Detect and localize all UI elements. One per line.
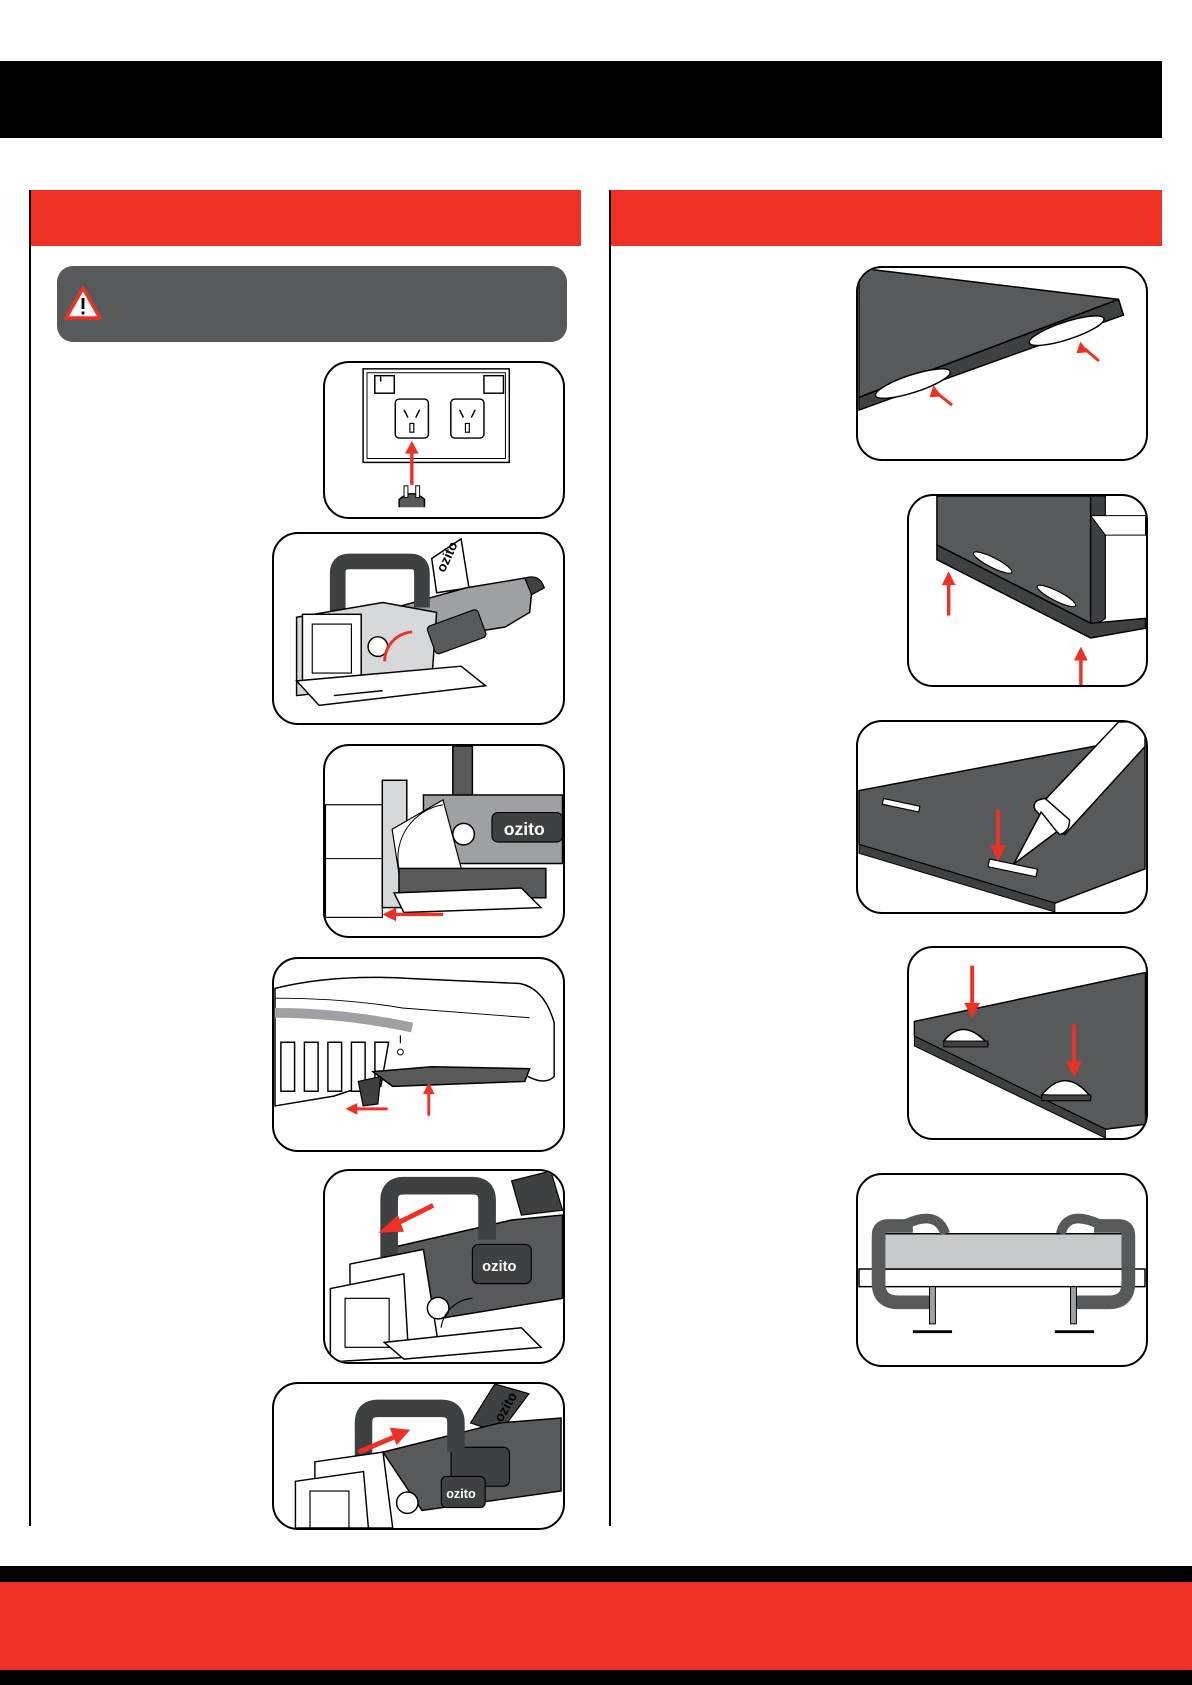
warning-box bbox=[57, 266, 567, 342]
retract-illustration bbox=[272, 1382, 565, 1530]
corner-join-illustration bbox=[907, 494, 1148, 687]
footer-black-band-top bbox=[0, 1566, 1192, 1582]
footer-black-band-bottom bbox=[0, 1670, 1192, 1685]
clamping-illustration bbox=[856, 1173, 1148, 1367]
trigger-switch-illustration bbox=[272, 957, 565, 1152]
outlet-illustration bbox=[323, 361, 565, 519]
biscuits-inserted-illustration bbox=[907, 946, 1148, 1140]
logo-text: ozito bbox=[503, 819, 545, 840]
logo-text: ozito bbox=[433, 539, 461, 575]
logo-text: ozito bbox=[482, 1258, 517, 1275]
top-header-bar bbox=[0, 61, 1162, 138]
biscuit-joiner-overview-illustration bbox=[272, 532, 565, 725]
footer-red-band bbox=[0, 1582, 1192, 1670]
left-section-header bbox=[31, 190, 581, 246]
angle-fence-illustration bbox=[323, 744, 565, 938]
logo-text: ozito bbox=[446, 1486, 476, 1501]
plunge-forward-illustration bbox=[323, 1169, 565, 1364]
glue-application-illustration bbox=[856, 720, 1148, 914]
warning-triangle-icon bbox=[63, 285, 103, 326]
right-section-header bbox=[611, 190, 1162, 246]
logo-text: ozito bbox=[491, 1389, 521, 1425]
right-column-rule bbox=[609, 190, 611, 1526]
board-biscuit-slots-illustration bbox=[856, 266, 1148, 461]
left-column-rule bbox=[29, 190, 31, 1526]
